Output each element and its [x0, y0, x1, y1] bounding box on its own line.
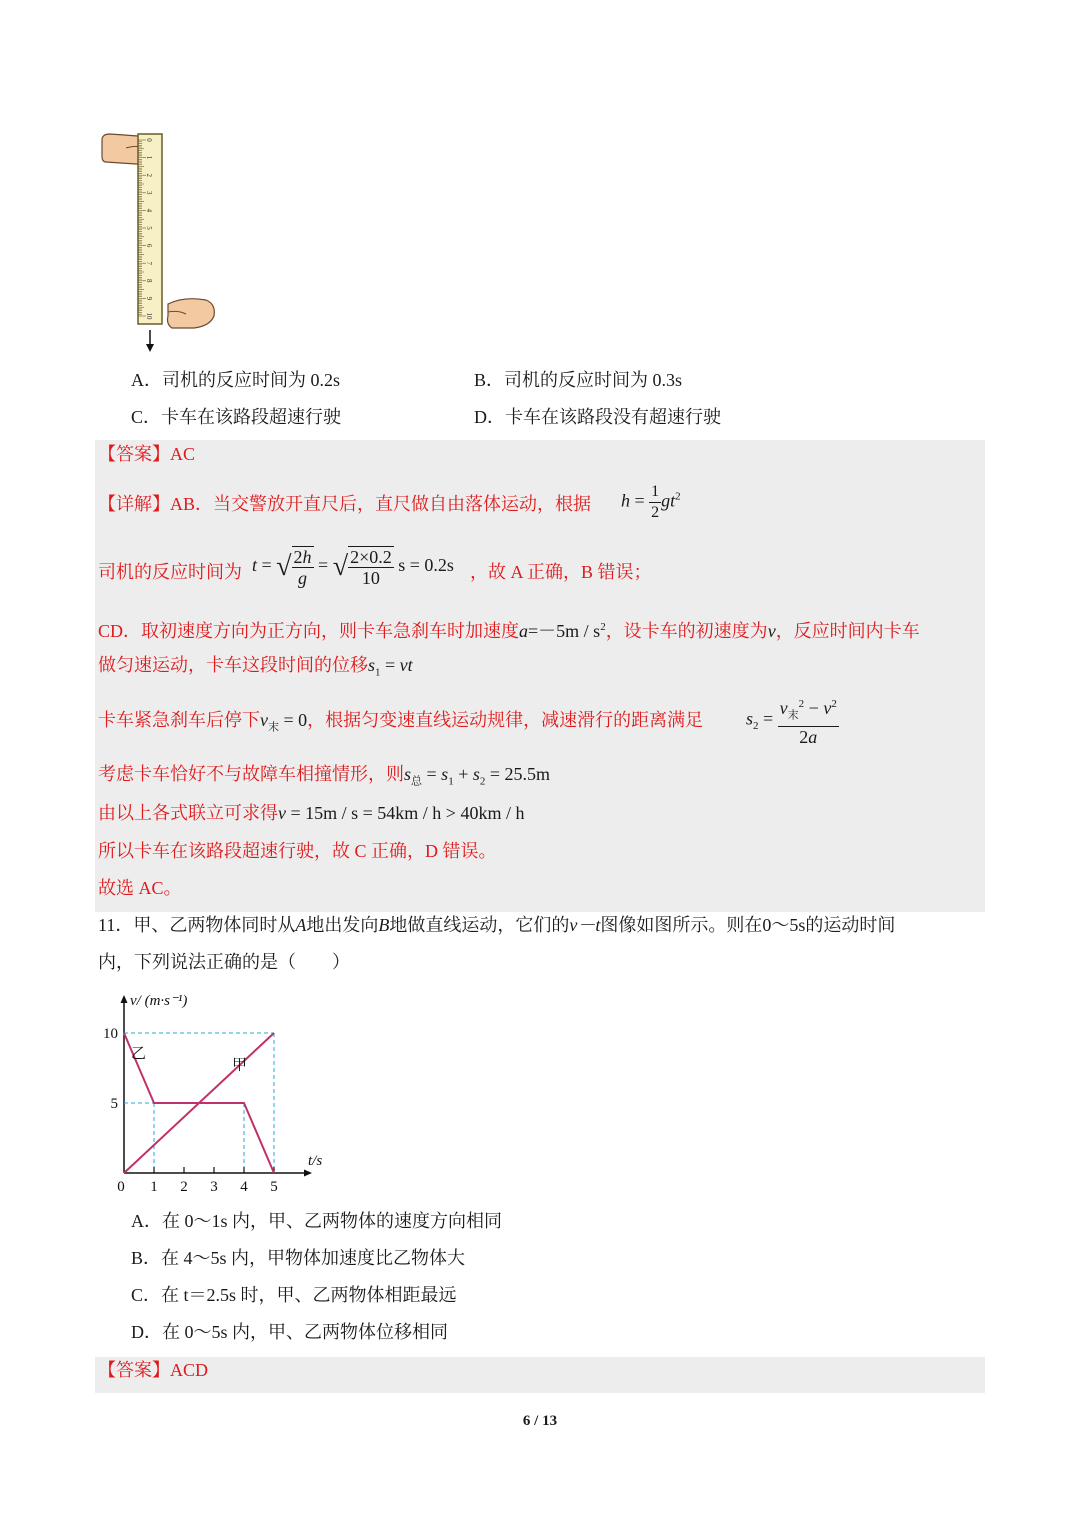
detail-text: 所以卡车在该路段超速行驶，故 C 正确，D 错误。 [98, 841, 497, 861]
x-tick-label: 4 [240, 1179, 248, 1195]
answer-panel-11 [95, 1357, 985, 1393]
answer-line [98, 442, 195, 466]
option-a [131, 368, 340, 392]
ruler-tick-label: 5 [145, 226, 153, 230]
option-c [131, 405, 341, 429]
detail-line-5: 卡车紧急刹车后停下$v_末 = 0$，根据匀变速直线运动规律，减速滑行的距离满足 [98, 710, 704, 734]
ruler-tick-label: 6 [145, 243, 153, 248]
option-text: 在 t＝2.5s 时，甲、乙两物体相距最远 [161, 1285, 457, 1305]
stem-text: 甲、乙两物体同时从 [133, 915, 296, 935]
answer-value: AC [170, 444, 196, 464]
detail-line-1 [98, 492, 591, 516]
detail-line-2-suffix [470, 560, 652, 584]
ruler-illustration [98, 128, 233, 356]
detail-text: CD．取初速度方向为正方向，则卡车急刹车时加速度 [98, 621, 520, 641]
option-letter: D． [131, 1322, 162, 1342]
option-letter: B． [474, 370, 505, 390]
stem-text: 图像如图所示。则在 [600, 915, 763, 935]
y-axis-arrow-icon [121, 995, 128, 1003]
ruler-tick-label: 0 [145, 138, 153, 142]
answer-tag: 【答案】 [98, 444, 170, 464]
ruler-tick-label: 7 [145, 261, 153, 265]
detail-text: ，反应时间内卡车 [775, 621, 920, 641]
detail-text: 做匀速运动，卡车这段时间的位移 [98, 655, 368, 675]
detail-text: 卡车紧急刹车后停下 [98, 710, 260, 730]
detail-text: ，故 A 正确，B 错误； [470, 562, 652, 582]
x-tick-label: 1 [150, 1179, 158, 1195]
x-axis-arrow-icon [304, 1170, 312, 1177]
detail-line-7: 由以上各式联立可求得v = 15m / s = 54km / h > 40km / h [98, 803, 525, 823]
detail-line-3: CD．取初速度方向为正方向，则卡车急刹车时加速度$a=-5m / s^2$，设卡车的初速度为v，反应时间内卡车 [98, 621, 920, 641]
option-text: 卡车在该路段超速行驶 [161, 407, 342, 427]
option-b [474, 368, 682, 392]
option-letter: B． [131, 1248, 162, 1268]
option-text: 在 0～5s 内，甲、乙两物体位移相同 [162, 1322, 449, 1342]
down-arrow-icon [146, 330, 154, 352]
ruler-tick-label: 10 [145, 312, 153, 320]
answer-value: ACD [170, 1360, 209, 1380]
ruler-tick-label: 4 [145, 208, 153, 213]
stem-text: 地做直线运动，它们的 [389, 915, 570, 935]
series-label: 甲 [232, 1055, 248, 1074]
detail-tag: 【详解】 [98, 494, 170, 514]
detail-text: 由以上各式联立可求得 [98, 803, 278, 823]
stem-var: B [378, 915, 390, 935]
option-text: 司机的反应时间为 0.2s [162, 370, 341, 390]
bottom-hand [168, 299, 215, 328]
formula-t: t = √ $\frac{2h}{g}$ = √ $\frac{2\times 0.2}{10}$ s = 0.2s [252, 547, 454, 588]
x-tick-label: 2 [180, 1179, 188, 1195]
stem-text: 内，下列说法正确的是（ ） [98, 952, 350, 972]
option-text: 司机的反应时间为 0.3s [504, 370, 683, 390]
option-d [474, 405, 721, 429]
series-label: 乙 [131, 1044, 147, 1063]
option-letter: C． [131, 407, 162, 427]
option-letter: A． [131, 370, 162, 390]
ruler-tick-label: 2 [145, 173, 153, 177]
x-axis-label: t/s [308, 1153, 323, 1169]
detail-text: 司机的反应时间为 [98, 562, 242, 582]
formula-s2: $s_2$ = $\frac{v_末^2 - v^2}{2a}$ [746, 694, 839, 747]
q11-option-a [131, 1209, 502, 1233]
question-11-stem-line1 [98, 913, 895, 937]
detail-line-6: 考虑卡车恰好不与故障车相撞情形，则$s_总 = s_1 + s_2 = 25.5m$ [98, 764, 551, 788]
option-letter: C． [131, 1285, 162, 1305]
detail-text: 故选 AC。 [98, 878, 182, 898]
stem-var: 0～5s [762, 915, 806, 935]
ruler-tick-label: 3 [145, 191, 153, 195]
q11-answer-line [98, 1358, 208, 1382]
stem-text: 的运动时间 [805, 915, 896, 935]
y-tick-label: 10 [103, 1026, 118, 1042]
option-letter: D． [474, 407, 505, 427]
y-tick-label: 5 [110, 1096, 118, 1112]
page-number: 6 / 13 [522, 1413, 558, 1429]
stem-text: 地出发向 [306, 915, 379, 935]
q11-option-d [131, 1320, 448, 1344]
x-tick-label: 0 [117, 1179, 125, 1195]
question-number: 11． [98, 915, 134, 935]
detail-line-2 [98, 560, 242, 584]
x-tick-label: 3 [210, 1179, 218, 1195]
ruler-tick-label: 1 [145, 155, 153, 160]
stem-var: A [295, 915, 307, 935]
formula-h: h = $\frac{1}{2}$ $gt^2$ [621, 483, 681, 521]
detail-line-8 [98, 839, 497, 863]
q11-option-b [131, 1246, 465, 1270]
option-letter: A． [131, 1211, 162, 1231]
option-text: 在 4～5s 内，甲物体加速度比乙物体大 [161, 1248, 466, 1268]
vt-chart [90, 985, 340, 1200]
detail-text: ，根据匀变速直线运动规律，减速滑行的距离满足 [307, 710, 704, 730]
ruler-tick-label: 8 [145, 279, 153, 283]
q11-option-c [131, 1283, 457, 1307]
answer-tag: 【答案】 [98, 1360, 170, 1380]
detail-text: 考虑卡车恰好不与故障车相撞情形，则 [98, 764, 404, 784]
detail-text: AB．当交警放开直尺后，直尺做自由落体运动，根据 [170, 494, 592, 514]
x-tick-label: 5 [270, 1179, 278, 1195]
option-text: 在 0～1s 内，甲、乙两物体的速度方向相同 [162, 1211, 503, 1231]
detail-line-4: 做匀速运动，卡车这段时间的位移$s_1$ = vt [98, 655, 413, 679]
detail-text: ，设卡车的初速度为 [605, 621, 768, 641]
question-11-stem-line2 [98, 950, 350, 974]
y-axis-label: v/ (m·s⁻¹) [130, 993, 188, 1009]
stem-var: v－t [569, 915, 601, 935]
ruler-tick-label: 9 [145, 296, 153, 301]
option-text: 卡车在该路段没有超速行驶 [505, 407, 721, 427]
detail-line-9 [98, 876, 182, 900]
